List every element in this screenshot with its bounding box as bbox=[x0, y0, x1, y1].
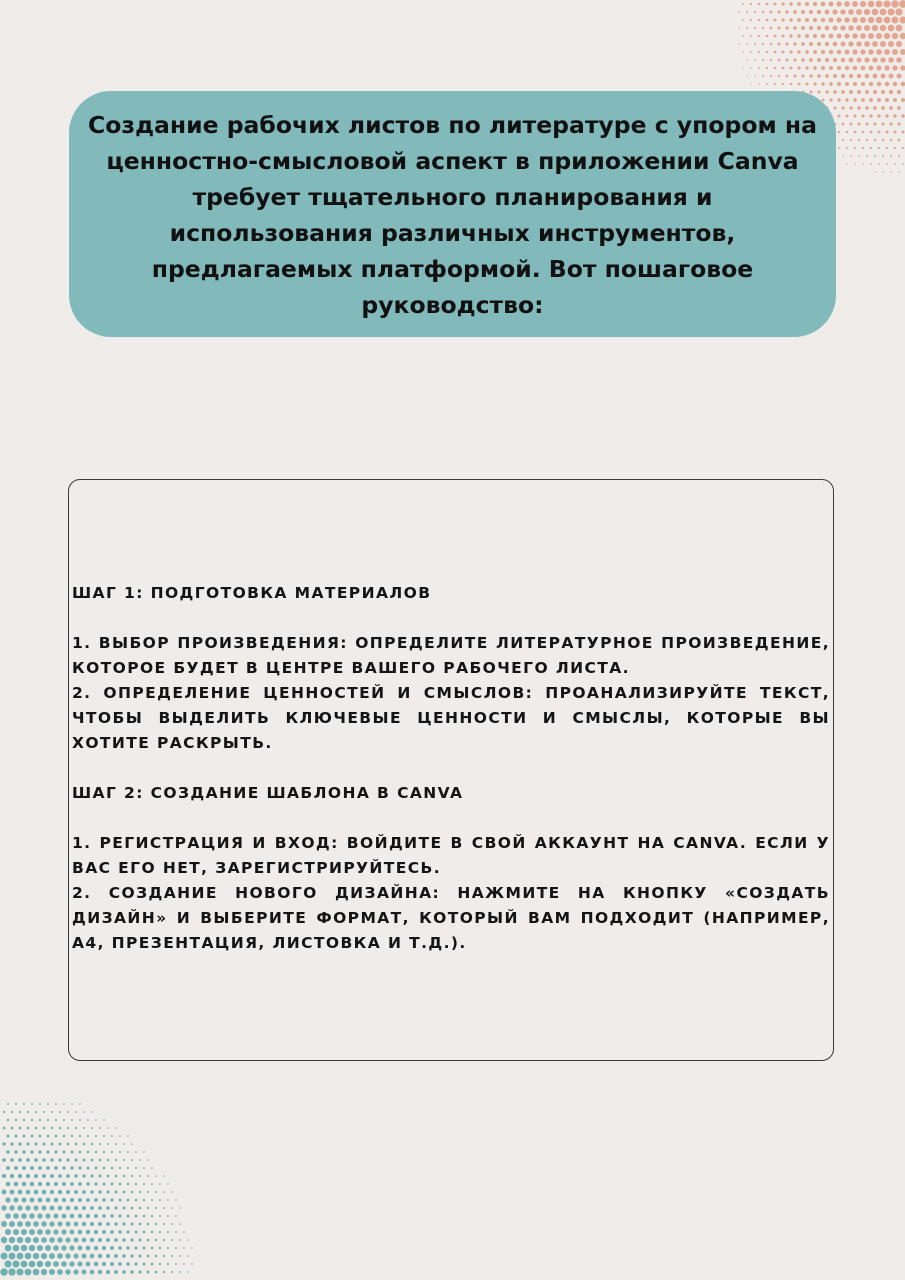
title-banner bbox=[69, 91, 836, 337]
page-title: Создание рабочих листов по литературе с упором на ценностно-смысловой аспект в приложении Canva требует тщательного планирования и использования различных инструментов, предлагаемых платформой. Вот пошаговое руководство: bbox=[88, 111, 817, 319]
halftone-dots-bottom-left bbox=[0, 1100, 200, 1280]
step-2-item-1: 1. РЕГИСТРАЦИЯ И ВХОД: ВОЙДИТЕ В СВОЙ АККАУНТ НА CANVA. ЕСЛИ У ВАС ЕГО НЕТ, ЗАРЕГИСТРИРУЙТЕСЬ. bbox=[72, 834, 830, 877]
step-2-heading: ШАГ 2: СОЗДАНИЕ ШАБЛОНА В CANVA bbox=[72, 784, 464, 802]
steps-panel bbox=[68, 479, 834, 1061]
step-1-heading: ШАГ 1: ПОДГОТОВКА МАТЕРИАЛОВ bbox=[72, 584, 432, 602]
spacer bbox=[72, 806, 830, 831]
step-2-item-2: 2. СОЗДАНИЕ НОВОГО ДИЗАЙНА: НАЖМИТЕ НА КНОПКУ «СОЗДАТЬ ДИЗАЙН» И ВЫБЕРИТЕ ФОРМАТ, КОТОРЫЙ ВАМ ПОДХОДИТ (НАПРИМЕР, A4, ПРЕЗЕНТАЦИЯ, ЛИСТОВКА И Т.Д.). bbox=[72, 884, 830, 952]
step-1-item-1: 1. ВЫБОР ПРОИЗВЕДЕНИЯ: ОПРЕДЕЛИТЕ ЛИТЕРАТУРНОЕ ПРОИЗВЕДЕНИЕ, КОТОРОЕ БУДЕТ В ЦЕНТРЕ ВАШЕГО РАБОЧЕГО ЛИСТА. bbox=[72, 634, 830, 677]
spacer bbox=[72, 756, 830, 781]
step-1-item-2: 2. ОПРЕДЕЛЕНИЕ ЦЕННОСТЕЙ И СМЫСЛОВ: ПРОАНАЛИЗИРУЙТЕ ТЕКСТ, ЧТОБЫ ВЫДЕЛИТЬ КЛЮЧЕВЫЕ ЦЕННОСТИ И СМЫСЛЫ, КОТОРЫЕ ВЫ ХОТИТЕ РАСКРЫТЬ. bbox=[72, 684, 830, 752]
spacer bbox=[72, 606, 830, 631]
